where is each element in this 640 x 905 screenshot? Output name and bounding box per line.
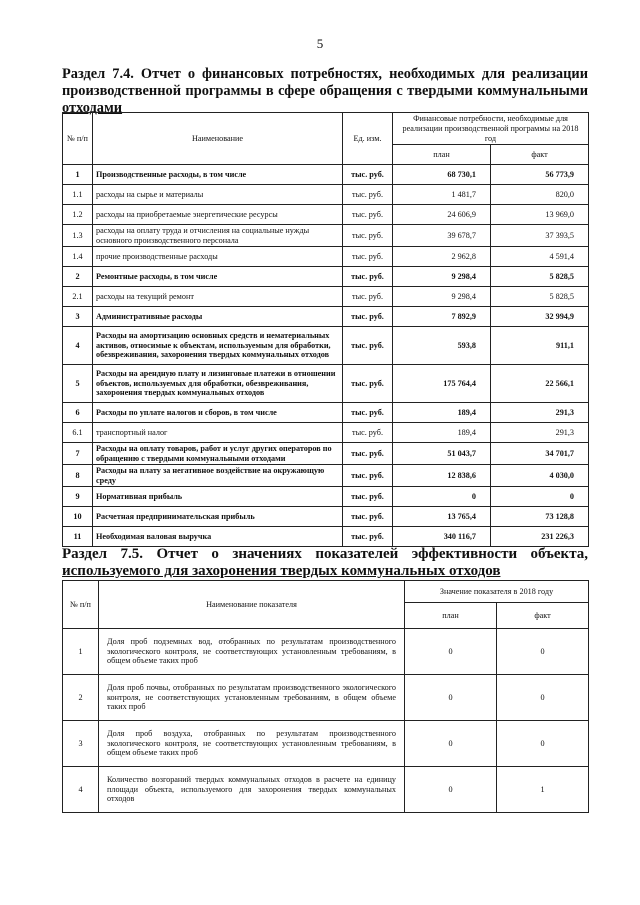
row-plan: 2 962,8 — [393, 247, 491, 267]
row-plan: 0 — [393, 487, 491, 507]
indicator-header-plan: план — [405, 603, 497, 629]
row-fact: 5 828,5 — [491, 287, 589, 307]
indicator-plan: 0 — [405, 767, 497, 813]
indicator-plan: 0 — [405, 629, 497, 675]
indicator-plan: 0 — [405, 675, 497, 721]
section-7-4-title-line3: отходами — [62, 100, 123, 116]
row-name: Ремонтные расходы, в том числе — [93, 267, 343, 287]
table-row — [63, 287, 589, 307]
efficiency-indicators-body — [63, 629, 589, 813]
row-fact: 13 969,0 — [491, 205, 589, 225]
row-name: Необходимая валовая выручка — [93, 527, 343, 547]
row-name: Расходы по уплате налогов и сборов, в том числе — [93, 403, 343, 423]
row-plan: 13 765,4 — [393, 507, 491, 527]
row-num: 3 — [63, 307, 93, 327]
indicator-header-name: Наименование показателя — [99, 581, 405, 629]
indicator-fact: 0 — [497, 629, 589, 675]
row-unit: тыс. руб. — [343, 465, 393, 487]
row-num: 11 — [63, 527, 93, 547]
indicator-name: Доля проб подземных вод, отобранных по результатам производственного экологического контроля, не соответствующих установленным требованиям, в общем объеме таких проб — [99, 629, 405, 675]
row-num: 1 — [63, 165, 93, 185]
table-row — [63, 205, 589, 225]
page-number: 5 — [316, 36, 324, 51]
table-row — [63, 629, 589, 675]
table-row — [63, 247, 589, 267]
row-plan: 24 606,9 — [393, 205, 491, 225]
row-unit: тыс. руб. — [343, 307, 393, 327]
row-name: транспортный налог — [93, 423, 343, 443]
row-num: 6.1 — [63, 423, 93, 443]
row-unit: тыс. руб. — [343, 423, 393, 443]
row-num: 1.2 — [63, 205, 93, 225]
row-unit: тыс. руб. — [343, 507, 393, 527]
row-num: 8 — [63, 465, 93, 487]
indicator-num: 1 — [63, 629, 99, 675]
table-row — [63, 527, 589, 547]
row-name: расходы на оплату труда и отчисления на социальные нужды основного производственного персонала — [93, 225, 343, 247]
row-unit: тыс. руб. — [343, 487, 393, 507]
row-unit: тыс. руб. — [343, 225, 393, 247]
row-unit: тыс. руб. — [343, 527, 393, 547]
header-unit: Ед. изм. — [343, 113, 393, 165]
table-row — [63, 365, 589, 403]
row-plan: 189,4 — [393, 403, 491, 423]
row-fact: 820,0 — [491, 185, 589, 205]
indicator-num: 4 — [63, 767, 99, 813]
row-plan: 593,8 — [393, 327, 491, 365]
section-7-4-title-line1: Раздел 7.4. Отчет о финансовых потребностях, необходимых для реализации — [62, 66, 588, 82]
row-fact: 37 393,5 — [491, 225, 589, 247]
row-num: 5 — [63, 365, 93, 403]
table-row — [63, 225, 589, 247]
efficiency-indicators-table — [62, 580, 589, 813]
indicator-plan: 0 — [405, 721, 497, 767]
header-financial-needs: Финансовые потребности, необходимые для реализации производственной программы на 2018 год — [393, 113, 589, 145]
table-row — [63, 403, 589, 423]
section-7-5-title-line2: используемого для захоронения твердых коммунальных отходов — [62, 563, 501, 579]
row-name: расходы на текущий ремонт — [93, 287, 343, 307]
row-num: 2.1 — [63, 287, 93, 307]
row-plan: 68 730,1 — [393, 165, 491, 185]
section-7-5-title-line1: Раздел 7.5. Отчет о значениях показателей эффективности объекта, — [62, 546, 588, 562]
financial-needs-body — [63, 165, 589, 547]
row-name: Производственные расходы, в том числе — [93, 165, 343, 185]
header-num: № п/п — [63, 113, 93, 165]
section-7-4-title-line2: производственной программы в сфере обращения с твердыми коммунальными — [62, 83, 588, 99]
row-fact: 4 030,0 — [491, 465, 589, 487]
row-plan: 39 678,7 — [393, 225, 491, 247]
table-row — [63, 675, 589, 721]
indicator-fact: 0 — [497, 721, 589, 767]
row-num: 1.3 — [63, 225, 93, 247]
row-unit: тыс. руб. — [343, 205, 393, 225]
row-name: расходы на приобретаемые энергетические ресурсы — [93, 205, 343, 225]
table-row — [63, 443, 589, 465]
row-fact: 32 994,9 — [491, 307, 589, 327]
row-unit: тыс. руб. — [343, 165, 393, 185]
row-num: 2 — [63, 267, 93, 287]
indicator-header-value: Значение показателя в 2018 году — [405, 581, 589, 603]
row-num: 1.1 — [63, 185, 93, 205]
table-row — [63, 307, 589, 327]
table-row — [63, 423, 589, 443]
header-plan: план — [393, 145, 491, 165]
row-unit: тыс. руб. — [343, 327, 393, 365]
indicator-header-num: № п/п — [63, 581, 99, 629]
row-plan: 7 892,9 — [393, 307, 491, 327]
financial-needs-table — [62, 112, 589, 547]
indicator-header-fact: факт — [497, 603, 589, 629]
table-row — [63, 165, 589, 185]
table-row — [63, 267, 589, 287]
row-unit: тыс. руб. — [343, 185, 393, 205]
row-name: Расходы на арендную плату и лизинговые платежи в отношении объектов, используемых для обработки, обезвреживания, захоронения твердых коммунальных отходов — [93, 365, 343, 403]
row-fact: 291,3 — [491, 423, 589, 443]
row-fact: 5 828,5 — [491, 267, 589, 287]
table-row — [63, 465, 589, 487]
row-plan: 51 043,7 — [393, 443, 491, 465]
row-plan: 12 838,6 — [393, 465, 491, 487]
section-7-4-title — [62, 66, 588, 117]
table-row — [63, 327, 589, 365]
table-row — [63, 721, 589, 767]
row-unit: тыс. руб. — [343, 443, 393, 465]
row-plan: 9 298,4 — [393, 267, 491, 287]
row-name: Расчетная предпринимательская прибыль — [93, 507, 343, 527]
row-fact: 0 — [491, 487, 589, 507]
header-name: Наименование — [93, 113, 343, 165]
row-name: Нормативная прибыль — [93, 487, 343, 507]
row-plan: 340 116,7 — [393, 527, 491, 547]
indicator-name: Доля проб воздуха, отобранных по результатам производственного экологического контроля, не соответствующих установленным требованиям, в общем объеме таких проб — [99, 721, 405, 767]
row-fact: 34 701,7 — [491, 443, 589, 465]
row-fact: 73 128,8 — [491, 507, 589, 527]
row-fact: 4 591,4 — [491, 247, 589, 267]
row-name: Расходы на оплату товаров, работ и услуг других операторов по обращению с твердыми коммунальными отходами — [93, 443, 343, 465]
row-unit: тыс. руб. — [343, 247, 393, 267]
row-unit: тыс. руб. — [343, 365, 393, 403]
table-row — [63, 487, 589, 507]
table-row — [63, 185, 589, 205]
row-plan: 1 481,7 — [393, 185, 491, 205]
row-num: 6 — [63, 403, 93, 423]
indicator-name: Количество возгораний твердых коммунальных отходов в расчете на единицу площади объекта, используемого для захоронения твердых коммунальных отходов — [99, 767, 405, 813]
row-fact: 231 226,3 — [491, 527, 589, 547]
row-unit: тыс. руб. — [343, 403, 393, 423]
table-row — [63, 767, 589, 813]
row-unit: тыс. руб. — [343, 287, 393, 307]
row-name: расходы на сырье и материалы — [93, 185, 343, 205]
indicator-num: 2 — [63, 675, 99, 721]
row-num: 9 — [63, 487, 93, 507]
row-name: Административные расходы — [93, 307, 343, 327]
row-unit: тыс. руб. — [343, 267, 393, 287]
row-fact: 22 566,1 — [491, 365, 589, 403]
section-7-5-title — [62, 546, 588, 580]
row-name: прочие производственные расходы — [93, 247, 343, 267]
row-plan: 189,4 — [393, 423, 491, 443]
row-fact: 56 773,9 — [491, 165, 589, 185]
row-num: 1.4 — [63, 247, 93, 267]
table-row — [63, 507, 589, 527]
row-num: 4 — [63, 327, 93, 365]
row-plan: 175 764,4 — [393, 365, 491, 403]
row-name: Расходы на амортизацию основных средств и нематериальных активов, относимые к объектам, используемым для обработки, обезвреживания, захоронения твердых коммунальных отходов — [93, 327, 343, 365]
row-name: Расходы на плату за негативное воздействие на окружающую среду — [93, 465, 343, 487]
row-fact: 291,3 — [491, 403, 589, 423]
row-fact: 911,1 — [491, 327, 589, 365]
row-num: 10 — [63, 507, 93, 527]
indicator-name: Доля проб почвы, отобранных по результатам производственного экологического контроля, не соответствующих установленным требованиям, в общем объеме таких проб — [99, 675, 405, 721]
row-num: 7 — [63, 443, 93, 465]
row-plan: 9 298,4 — [393, 287, 491, 307]
indicator-fact: 0 — [497, 675, 589, 721]
indicator-num: 3 — [63, 721, 99, 767]
indicator-fact: 1 — [497, 767, 589, 813]
header-fact: факт — [491, 145, 589, 165]
